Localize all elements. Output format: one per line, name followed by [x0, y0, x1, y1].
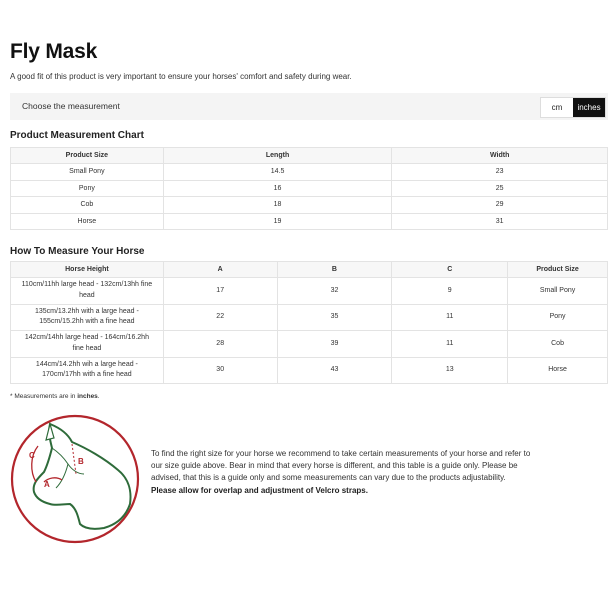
- table-cell: 35: [277, 304, 392, 331]
- table-cell: Pony: [11, 180, 164, 197]
- chart-title: Product Measurement Chart: [10, 130, 144, 141]
- table-cell: 16: [163, 180, 392, 197]
- label-a: A: [44, 480, 50, 489]
- table-row: [11, 278, 608, 305]
- table-cell: 135cm/13.2hh with a large head - 155cm/15.2hh with a fine head: [11, 304, 164, 331]
- table-cell: Cob: [11, 197, 164, 214]
- label-c: C: [29, 451, 35, 460]
- product-measurement-table: [10, 147, 608, 230]
- table-cell: 32: [277, 278, 392, 305]
- column-header: Horse Height: [11, 262, 164, 278]
- table-row: [11, 164, 608, 181]
- table-cell: 144cm/14.2hh wih a large head - 170cm/17hh with a fine head: [11, 357, 164, 384]
- table-cell: 11: [392, 304, 508, 331]
- column-header: B: [277, 262, 392, 278]
- table-cell: Cob: [508, 331, 608, 358]
- table-cell: 30: [163, 357, 277, 384]
- intro-text: A good fit of this product is very important to ensure your horses' comfort and safety during wear.: [10, 72, 352, 81]
- diagram-ring: [12, 416, 138, 542]
- table-header-row: [11, 262, 608, 278]
- column-header: Product Size: [508, 262, 608, 278]
- table-cell: 19: [163, 213, 392, 230]
- table-cell: 17: [163, 278, 277, 305]
- table-cell: 39: [277, 331, 392, 358]
- table-cell: Pony: [508, 304, 608, 331]
- table-cell: 18: [163, 197, 392, 214]
- table-row: [11, 180, 608, 197]
- table-row: [11, 357, 608, 384]
- horse-measurement-diagram: [8, 412, 142, 546]
- label-b: B: [78, 457, 84, 466]
- measurement-selector: [10, 93, 608, 120]
- table-row: [11, 213, 608, 230]
- measurement-note: [10, 393, 100, 400]
- unit-toggle: [540, 97, 606, 118]
- how-to-title: How To Measure Your Horse: [10, 246, 145, 257]
- table-cell: 22: [163, 304, 277, 331]
- table-header-row: [11, 148, 608, 164]
- table-cell: 9: [392, 278, 508, 305]
- table-cell: 43: [277, 357, 392, 384]
- unit-cm-button[interactable]: cm: [551, 103, 563, 112]
- column-header: C: [392, 262, 508, 278]
- table-cell: 31: [392, 213, 608, 230]
- ear-icon: [46, 424, 54, 440]
- table-cell: 23: [392, 164, 608, 181]
- table-cell: Small Pony: [11, 164, 164, 181]
- table-cell: Small Pony: [508, 278, 608, 305]
- table-cell: 142cm/14hh large head - 164cm/16.2hh fine head: [11, 331, 164, 358]
- table-cell: 11: [392, 331, 508, 358]
- table-row: [11, 331, 608, 358]
- column-header: Length: [163, 148, 392, 164]
- column-header: A: [163, 262, 277, 278]
- table-cell: 110cm/11hh large head - 132cm/13hh fine head: [11, 278, 164, 305]
- table-cell: 28: [163, 331, 277, 358]
- note-prefix: * Measurements are in: [10, 393, 78, 400]
- instructions-text: To find the right size for your horse we recommend to take certain measurements of your horse and refer to our size guide above. Bear in mind that every horse is different, and this table is a guide only. Please be advised, that this is a guide only and some measurements can vary due to the products adjustability.: [151, 449, 531, 483]
- how-to-measure-table: [10, 261, 608, 384]
- instructions-warning: Please allow for overlap and adjustment of Velcro straps.: [151, 485, 368, 495]
- table-row: [11, 197, 608, 214]
- note-suffix: .: [97, 393, 100, 400]
- table-cell: 25: [392, 180, 608, 197]
- measuring-instructions: [151, 448, 531, 497]
- table-cell: 29: [392, 197, 608, 214]
- note-unit: inches: [77, 393, 98, 400]
- table-cell: 14.5: [163, 164, 392, 181]
- table-cell: Horse: [508, 357, 608, 384]
- page-title: Fly Mask: [10, 40, 98, 63]
- mask-seam: [52, 448, 84, 488]
- table-cell: 13: [392, 357, 508, 384]
- measurement-label: Choose the measurement: [22, 101, 120, 111]
- table-row: [11, 304, 608, 331]
- unit-inches-button[interactable]: inches: [573, 98, 605, 117]
- column-header: Product Size: [11, 148, 164, 164]
- table-cell: Horse: [11, 213, 164, 230]
- column-header: Width: [392, 148, 608, 164]
